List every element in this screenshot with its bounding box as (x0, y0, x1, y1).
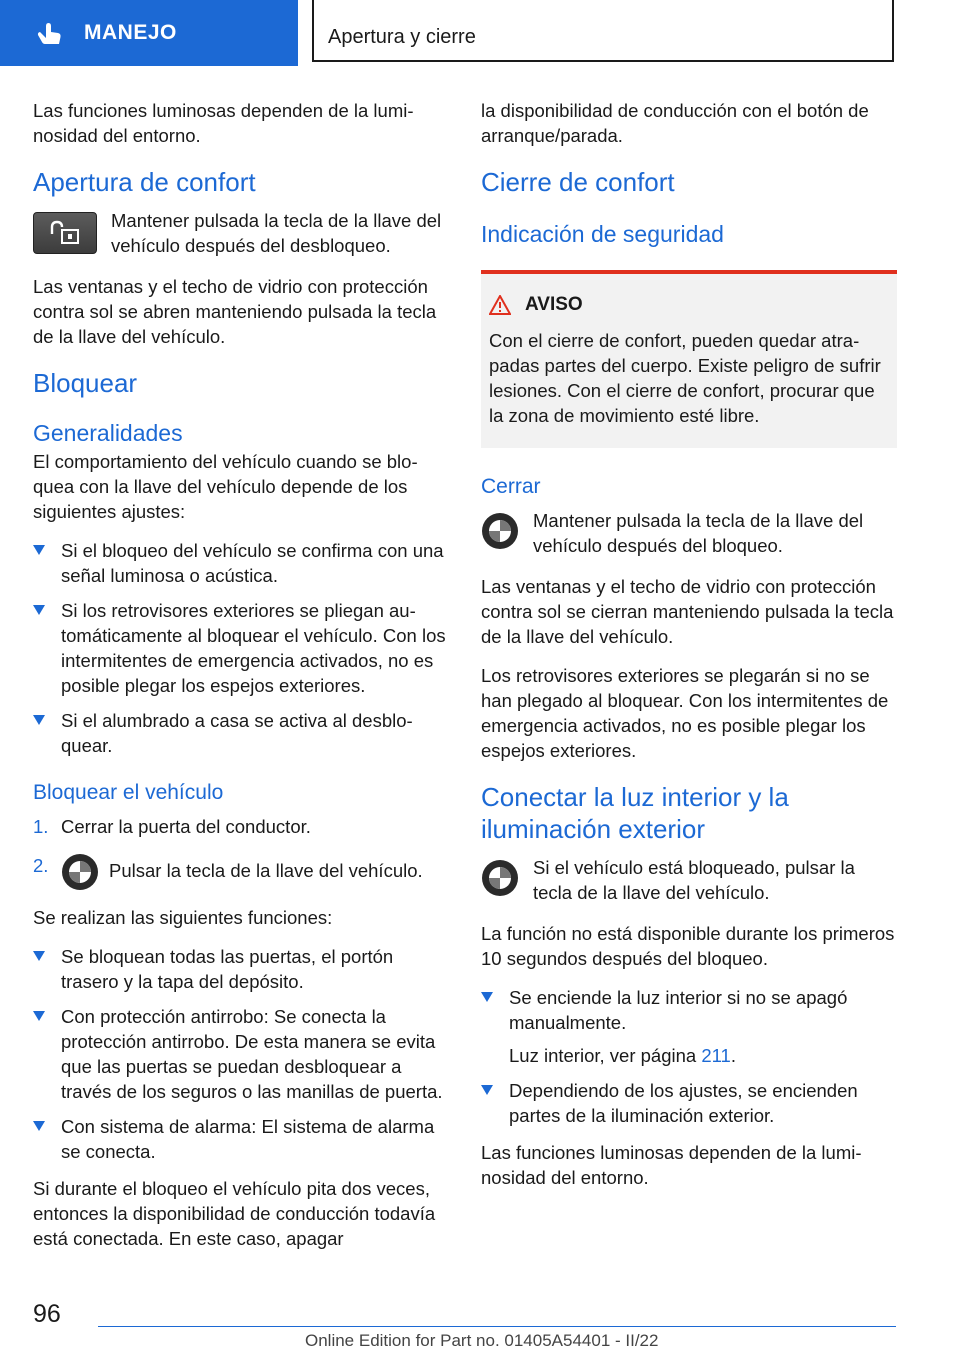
funciones-paragraph: Se realizan las siguientes funciones: (33, 907, 333, 928)
step-item: 1. Cerrar la puerta del conductor. (33, 816, 311, 837)
hand-icon (34, 18, 64, 48)
heading-bloquear: Bloquear (33, 368, 138, 398)
warning-box (481, 270, 897, 448)
cerrar-paragraph-1: Las ventanas y el techo de vidrio con protección contra sol se cierran manteniendo pulsada la tecla de la llave del vehículo. (481, 576, 894, 647)
heading-indicacion: Indicación de seguridad (481, 221, 724, 247)
heading-cerrar: Cerrar (481, 475, 541, 498)
right-column (481, 98, 897, 1204)
cerrar-icon-text: Mantener pulsada la tecla de la llave del vehículo después del bloqueo. (533, 510, 864, 556)
generalidades-list (33, 538, 451, 758)
warning-triangle-icon (489, 295, 511, 315)
heading-cierre: Cierre de confort (481, 167, 675, 197)
page-number: 96 (33, 1300, 61, 1328)
list-item: Con protección antirrobo: Se conecta la protección antirrobo. De esta manera se evita que las puertas se puedan desbloquear a través de los seguros o las manillas de puerta. (33, 1004, 451, 1104)
final-paragraph: Si durante el bloqueo el vehículo pita dos veces, entonces la disponibilidad de conducción todavía está conectada. En este caso, apagar (33, 1178, 436, 1249)
list-item: Se enciende la luz interior si no se apagó manualmente. Luz interior, ver página 211. (481, 985, 897, 1068)
list-item: Dependiendo de los ajustes, se encienden partes de la iluminación exterior. (481, 1078, 897, 1128)
list-item: Si el bloqueo del vehículo se confirma con una señal luminosa o acústica. (33, 538, 451, 588)
funciones-list (33, 944, 451, 1164)
bmw-roundel-icon (481, 512, 519, 550)
bmw-roundel-icon (61, 853, 99, 891)
steps-list (33, 814, 451, 891)
triangle-bullet-icon (33, 605, 45, 615)
conectar-list (481, 985, 897, 1128)
page-link[interactable]: 211 (701, 1045, 731, 1066)
chapter-box (312, 0, 894, 62)
step-item: 2. Pulsar la tecla de la llave del vehículo. (33, 853, 451, 891)
triangle-bullet-icon (33, 1121, 45, 1131)
intro-paragraph: Las funciones luminosas dependen de la luminosidad del entorno. (33, 100, 414, 146)
generalidades-paragraph: El comportamiento del vehículo cuando se bloquea con la llave del vehículo depende de los siguientes ajustes: (33, 451, 418, 522)
heading-generalidades: Generalidades (33, 420, 183, 446)
conectar-paragraph: La función no está disponible durante los primeros 10 segundos después del bloqueo. (481, 923, 895, 969)
cerrar-instruction (481, 508, 897, 558)
warning-text: Con el cierre de confort, pueden quedar atrapadas partes del cuerpo. Existe peligro de sufrir lesiones. Con el cierre de confort, procurar que la zona de movimiento esté libre. (489, 330, 881, 426)
list-item: Si los retrovisores exteriores se pliegan automáticamente al bloquear el vehículo. Con los intermitentes de emergencia activados, no es posible plegar los espejos exteriores. (33, 598, 451, 698)
last-paragraph: Las funciones luminosas dependen de la luminosidad del entorno. (481, 1142, 862, 1188)
section-tab (0, 0, 298, 66)
warning-title-row (489, 294, 885, 316)
chapter-title: Apertura y cierre (328, 26, 476, 48)
triangle-bullet-icon (33, 951, 45, 961)
list-item: Si el alumbrado a casa se activa al desbloquear. (33, 708, 451, 758)
apertura-icon-text: Mantener pulsada la tecla de la llave del vehículo después del desbloqueo. (111, 210, 442, 256)
apertura-paragraph: Las ventanas y el techo de vidrio con protección contra sol se abren manteniendo pulsada la tecla de la llave del vehículo. (33, 276, 437, 347)
triangle-bullet-icon (33, 715, 45, 725)
conectar-icon-text: Si el vehículo está bloqueado, pulsar la tecla de la llave del vehículo. (533, 857, 855, 903)
cerrar-paragraph-2: Los retrovisores exteriores se plegarán si no se han plegado al bloquear. Con los intermitentes de emergencia activados, no es posible plegar los espejos exteriores. (481, 665, 889, 761)
page-header (0, 0, 960, 66)
warning-title: AVISO (525, 294, 583, 315)
continued-paragraph: la disponibilidad de conducción con el botón de arranque/parada. (481, 100, 869, 146)
triangle-bullet-icon (481, 992, 493, 1002)
triangle-bullet-icon (33, 545, 45, 555)
section-label: MANEJO (84, 21, 177, 44)
triangle-bullet-icon (481, 1085, 493, 1095)
bmw-roundel-icon (481, 859, 519, 897)
list-item: Se bloquean todas las puertas, el portón trasero y la tapa del depósito. (33, 944, 451, 994)
list-item: Con sistema de alarma: El sistema de alarma se conecta. (33, 1114, 451, 1164)
heading-apertura: Apertura de confort (33, 167, 256, 197)
edition-note: Online Edition for Part no. 01405A54401 - II/22 (305, 1331, 659, 1350)
apertura-instruction (33, 208, 451, 258)
conectar-instruction (481, 855, 897, 905)
left-column (33, 98, 451, 1265)
heading-bloquear-vehiculo: Bloquear el vehículo (33, 781, 224, 804)
footer-divider (98, 1326, 896, 1327)
cross-reference: Luz interior, ver página 211. (509, 1045, 736, 1066)
unlock-key-icon (33, 212, 97, 254)
triangle-bullet-icon (33, 1011, 45, 1021)
heading-conectar: Conectar la luz interior y la iluminación exterior (481, 782, 789, 844)
